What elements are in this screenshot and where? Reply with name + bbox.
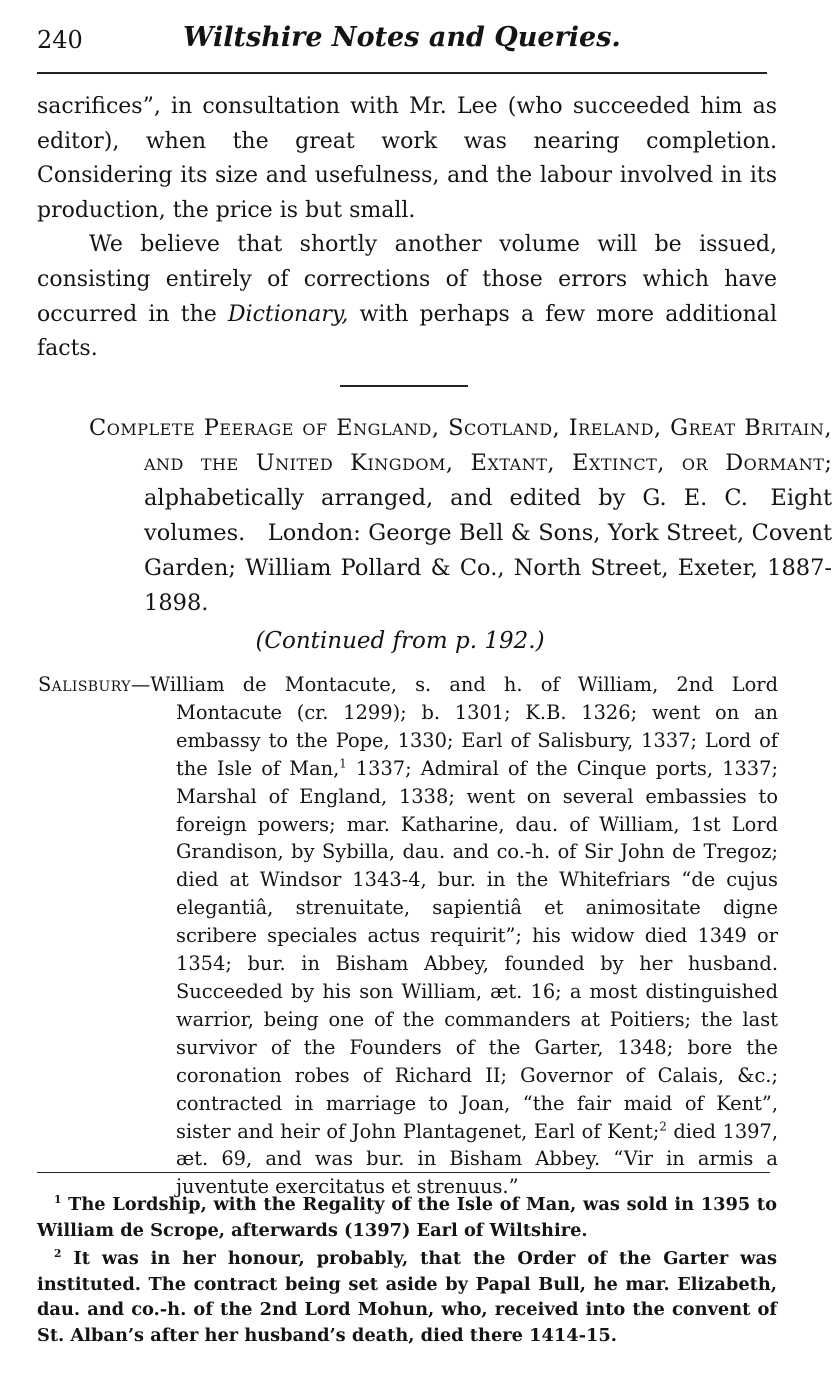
footnote-1-mark: 1	[54, 1193, 62, 1207]
intro-p2-text-after: with perhaps a few more additional facts.	[37, 301, 777, 362]
review-book-details: ; alphabetically arranged, and edited by G. E. C. Eight volumes. London: George Bell & Sons, York Street, Covent Garden; William Pollard & Co., North Street, Exeter, 1887-1898.	[144, 450, 832, 616]
intro-paragraph-1: sacrifices”, in consultation with Mr. Lee (who succeeded him as editor), when the great work was nearing completion. Considering its size and usefulness, and the labour involved in its production, the price is but small.	[37, 94, 777, 223]
footnote-2-text: It was in her honour, probably, that the Order of the Garter was instituted. The contract being set aside by Papal Bull, he mar. Elizabeth, dau. and co.-h. of the 2nd Lord Mohun, who, received into the convent of St. Alban’s after her husband’s death, died there 1414-15.	[37, 1248, 777, 1346]
footnote-2-mark: 2	[54, 1247, 62, 1261]
entry-text-part-2: 1337; Admiral of the Cinque ports, 1337; Marshal of England, 1338; went on several embassies to foreign powers; mar. Katharine, dau. of William, 1st Lord Grandison, by Sybilla, dau. and co.-h. of Sir John de Tregoz; died at Windsor 1343-4, bur. in the Whitefriars “de cujus elegantiâ, strenuitate, sapientiâ et animositate digne scribere speciales actus requirit”; his widow died 1349 or 1354; bur. in Bisham Abbey, founded by her husband. Succeeded by his son William, æt. 16; a most distinguished warrior, being one of the commanders at Poitiers; the last survivor of the Founders of the Garter, 1348; bore the coronation robes of Richard II; Governor of Calais, &c.; contracted in marriage to Joan, “the fair maid of Kent”, sister and heir of John Plantagenet, Earl of Kent;	[176, 756, 778, 1143]
continued-note: (Continued from p. 192.)	[255, 628, 545, 654]
footnote-1-text: The Lordship, with the Regality of the Isle of Man, was sold in 1395 to William de Scrope, afterwards (1397) Earl of Wiltshire.	[37, 1194, 777, 1241]
review-heading	[89, 411, 832, 621]
intro-section	[37, 90, 777, 367]
salisbury-entry	[38, 671, 778, 1201]
page-number: 240	[37, 26, 83, 54]
header-rule	[37, 72, 767, 74]
footnote-2	[37, 1246, 777, 1348]
section-divider	[340, 385, 468, 387]
footnote-1	[37, 1192, 777, 1243]
intro-paragraph-2	[37, 228, 777, 366]
entry-text-part-1: —William de Montacute, s. and h. of William, 2nd Lord Montacute (cr. 1299); b. 1301; K.B. 1326; went on an embassy to the Pope, 1330; Earl of Salisbury, 1337; Lord of the Isle of Man,	[130, 673, 778, 780]
dictionary-title: Dictionary,	[227, 301, 349, 327]
footnotes	[37, 1192, 777, 1352]
footnote-ref-1: 1	[339, 756, 347, 771]
footnote-rule	[37, 1172, 770, 1173]
page-header	[37, 22, 767, 62]
running-title: Wiltshire Notes and Queries.	[183, 22, 621, 53]
entry-headword: Salisbury	[38, 673, 131, 696]
review-book-title: Complete Peerage of England, Scotland, Ireland, Great Britain, and the United Kingdom, Extant, Extinct, or Dormant	[89, 415, 832, 476]
entry-text-part-3: died 1397, æt. 69, and was bur. in Bisham Abbey. “Vir in armis a juventute exercitatus et strenuus.”	[176, 1119, 778, 1199]
intro-p2-text-before: We believe that shortly another volume will be issued, consisting entirely of corrections of those errors which have occurred in the	[37, 232, 777, 327]
footnote-ref-2: 2	[659, 1119, 667, 1134]
